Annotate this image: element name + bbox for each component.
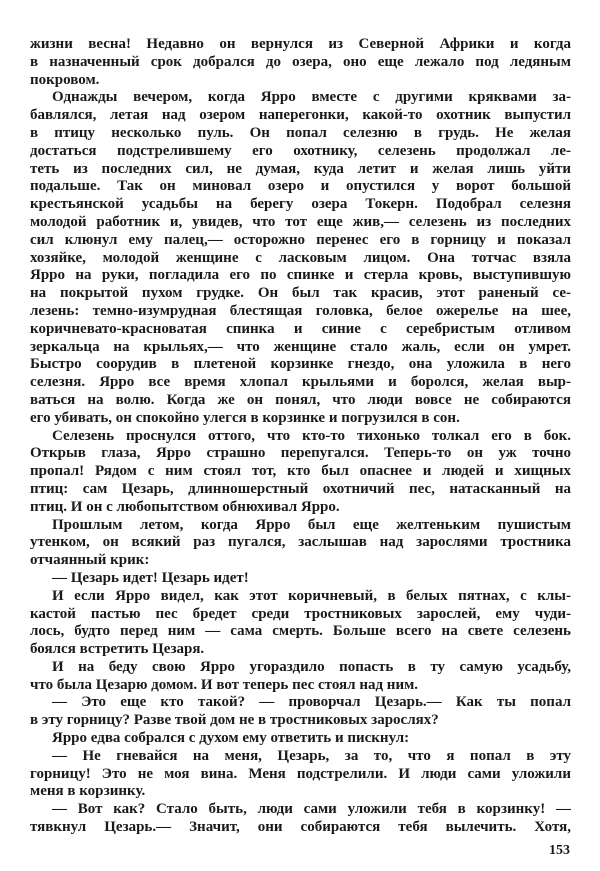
text-line: боялся встретить Цезаря. — [30, 641, 205, 658]
text-line: отчаянный крик: — [30, 552, 150, 569]
text-line: кастой пастью пес бредет среди тростниковых зарослей, ему чуди- — [30, 605, 571, 622]
text-line: селезня. Ярро все время хлопал крыльями и боролся, желая выр- — [30, 374, 571, 391]
text-line: Селезень проснулся оттого, что кто-то тихонько толкал его в бок. — [52, 427, 571, 444]
paragraph — [30, 428, 571, 517]
paragraph — [30, 570, 571, 588]
text-line: — Вот как? Стало быть, люди сами уложили тебя в корзинку! — — [52, 801, 571, 818]
text-line: на покрытой пухом грудке. Он был так красив, этот раненый се- — [30, 285, 571, 302]
text-line: жизни весна! Недавно он вернулся из Северной Африки и когда — [30, 36, 571, 52]
paragraph — [30, 748, 571, 801]
paragraph — [30, 801, 571, 837]
text-line: ваться на волю. Когда же он понял, что люди вовсе не собираются — [30, 391, 571, 408]
paragraph — [30, 89, 571, 427]
text-line: — Не гневайся на меня, Цезарь, за то, что я попал в эту — [52, 747, 571, 764]
paragraph — [30, 36, 571, 89]
text-line: пропал! Рядом с ним стоял тот, кто был опаснее и людей и хищных — [30, 463, 571, 480]
paragraph — [30, 588, 571, 659]
text-line: Однажды вечером, когда Ярро вместе с другими кряквами за- — [52, 89, 571, 106]
text-line: достаться подстрелившему его охотнику, селезень продолжал ле- — [30, 142, 571, 159]
paragraph — [30, 517, 571, 570]
text-line: лезень: темно-изумрудная блестящая головка, белое ожерелье на шее, — [30, 302, 571, 319]
text-line: сил клюнул ему палец,— осторожно перенес его в горницу и показал — [30, 231, 571, 248]
text-line: теть из последних сил, не думая, куда летит и желая лишь уйти — [30, 160, 571, 177]
text-line: Ярро едва собрался с духом ему ответить и пискнул: — [52, 730, 410, 747]
paragraph — [30, 730, 571, 748]
text-line: коричневато-красноватая спинка и синие с серебристым отливом — [30, 320, 571, 337]
text-line: в эту горницу? Разве твой дом не в тростниковых зарослях? — [30, 712, 439, 729]
text-line: Прошлым летом, когда Ярро был еще желтеньким пушистым — [52, 516, 571, 533]
text-line: в птицу несколько пуль. Он попал селезню в грудь. Не желая — [30, 124, 571, 141]
text-line: Открыв глаза, Ярро страшно перепугался. Теперь-то он уж точно — [30, 445, 571, 462]
text-line: бавлялся, летая над озером наперегонки, какой-то охотник выпустил — [30, 107, 571, 124]
text-line: хозяйке, молодой женщине с ласковым лицом. Она тотчас взяла — [30, 249, 571, 266]
page-number: 153 — [549, 843, 570, 858]
text-line: молодой работник и, увидев, что тот еще жив,— селезень из последних — [30, 213, 571, 230]
paragraph — [30, 659, 571, 695]
text-line: подальше. Так он миновал озеро и опустился у ворот большой — [30, 178, 571, 195]
text-line: птиц. И он с любопытством обнюхивал Ярро. — [30, 498, 340, 515]
text-line: И если Ярро видел, как этот коричневый, в белых пятнах, с клы- — [52, 587, 571, 604]
book-page-text — [30, 36, 571, 837]
text-line: горницу! Это не моя вина. Меня подстрелили. И люди сами уложили — [30, 765, 571, 782]
text-line: лось, будто перед ним — сама смерть. Больше всего на свете селезень — [30, 623, 571, 640]
text-line: — Цезарь идет! Цезарь идет! — [52, 569, 249, 586]
text-line: птиц: сам Цезарь, длинношерстный охотничий пес, натасканный на — [30, 480, 571, 497]
text-line: зеркальца на крыльях,— что женщине стало жаль, если он умрет. — [30, 338, 571, 355]
text-line: — Это еще кто такой? — проворчал Цезарь.— Как ты попал — [52, 694, 571, 711]
paragraph — [30, 694, 571, 730]
text-line: покровом. — [30, 71, 100, 88]
text-line: утенком, он всякий раз пугался, заслышав над зарослями тростника — [30, 534, 571, 551]
text-line: И на беду свою Ярро угораздило попасть в ту самую усадьбу, — [52, 658, 571, 675]
text-line: меня в корзинку. — [30, 783, 146, 800]
text-line: его убивать, он спокойно улегся в корзинке и погрузился в сон. — [30, 409, 460, 426]
text-line: Ярро на руки, погладила его по спинке и стерла кровь, выступившую — [30, 267, 571, 284]
text-line: в назначенный срок добрался до озера, оно еще лежало под ледяным — [30, 53, 571, 70]
text-line: крестьянской усадьбы на берегу озера Токерн. Подобрал селезня — [30, 196, 571, 213]
text-line: что была Цезарю домом. И вот теперь пес стоял над ним. — [30, 676, 419, 693]
text-line: тявкнул Цезарь.— Значит, они собираются тебя вылечить. Хотя, — [30, 819, 571, 836]
text-line: Быстро соорудив в плетеной корзинке гнездо, она уложила в него — [30, 356, 571, 373]
